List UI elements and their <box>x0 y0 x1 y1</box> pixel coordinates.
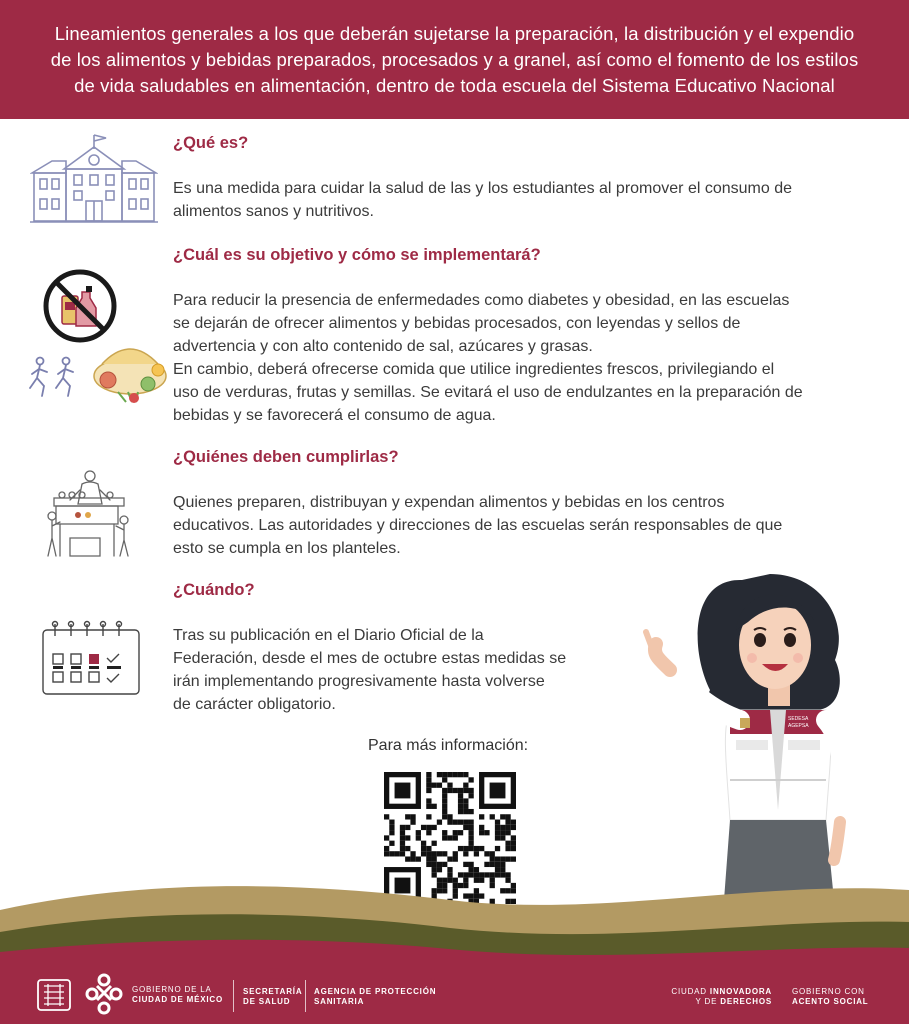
paragraph-line: se dejarán de ofrecer alimentos y bebidas procesados, con leyendas y sellos de <box>173 315 741 332</box>
footer-separator <box>305 980 306 1012</box>
vest-label-agepsa: AGEPSA <box>788 723 809 729</box>
vest-label-sedesa: SEDESA <box>788 716 809 722</box>
section-text-quienes <box>173 491 782 560</box>
footer-secretaria-salud <box>243 987 302 1007</box>
healthy-food-icon <box>88 336 168 406</box>
footer-gobierno-cdmx <box>132 985 223 1005</box>
paragraph-line: bebidas y se favorecerá el consumo de agua. <box>173 407 496 424</box>
section-title-objetivo: ¿Cuál es su objetivo y cómo se implementará? <box>173 246 541 264</box>
footer-gov-line2: CIUDAD DE MÉXICO <box>132 995 224 1004</box>
school-icon <box>30 133 158 225</box>
section-text-objetivo <box>173 289 803 427</box>
section-text-cuando <box>173 624 566 716</box>
no-junk-food-icon <box>42 268 118 344</box>
paragraph-line: educativos. Las autoridades y direcciones de las escuelas serán responsables de que <box>173 517 783 534</box>
paragraph-line: esto se cumpla en los planteles. <box>173 540 401 557</box>
footer-salud-line1: SECRETARÍA <box>243 987 303 996</box>
header-title-line-3: de vida saludables en alimentación, dentro de toda escuela del Sistema Educativo Nacional <box>74 74 835 96</box>
paragraph-line: Para reducir la presencia de enfermedades como diabetes y obesidad, en las escuelas <box>173 292 790 309</box>
section-title-quienes: ¿Quiénes deben cumplirlas? <box>173 448 399 466</box>
runners-icon <box>26 356 82 398</box>
footer-ciudad-a: CIUDAD <box>671 987 710 996</box>
footer-agencia <box>314 987 436 1007</box>
footer-gov-line1: GOBIERNO DE LA <box>132 985 212 994</box>
footer-agencia-line2: SANITARIA <box>314 997 365 1006</box>
header-title-line-2: de los alimentos y bebidas preparados, procesados y a granel, así como el fomento de los estilos <box>50 48 859 70</box>
paragraph-line: Quienes preparen, distribuyan y expendan alimentos y bebidas en los centros <box>173 494 725 511</box>
calendar-icon <box>41 620 141 696</box>
paragraph-line: Tras su publicación en el Diario Oficial de la <box>173 627 484 644</box>
footer-acento-social <box>792 987 868 1007</box>
food-service-icon <box>40 468 130 560</box>
paragraph-line: Federación, desde el mes de octubre estas medidas se <box>173 650 567 667</box>
paragraph-line: uso de verduras, frutas y semillas. Se evitará el uso de endulzantes en la preparación de <box>173 384 803 401</box>
footer-ciudad-d: DERECHOS <box>720 997 772 1006</box>
cdmx-logo-icon <box>84 972 124 1016</box>
paragraph-line: irán implementando progresivamente hasta volverse <box>173 673 545 690</box>
paragraph-line: advertencia y con alto contenido de sal, azúcares y grasas. <box>173 338 593 355</box>
section-text-que-es <box>173 177 792 223</box>
section-title-cuando: ¿Cuándo? <box>173 581 255 599</box>
decorative-waves <box>0 860 909 970</box>
section-title-que-es: ¿Qué es? <box>173 134 249 152</box>
more-info-label: Para más información: <box>368 737 529 754</box>
footer-salud-line2: DE SALUD <box>243 997 291 1006</box>
header-banner <box>0 0 909 119</box>
paragraph-line: En cambio, deberá ofrecerse comida que utilice ingredientes frescos, privilegiando el <box>173 361 775 378</box>
health-worker-illustration <box>630 560 870 900</box>
paragraph-line: alimentos sanos y nutritivos. <box>173 203 374 220</box>
paragraph-line: Es una medida para cuidar la salud de las y los estudiantes al promover el consumo de <box>173 180 793 197</box>
paragraph-line: de carácter obligatorio. <box>173 696 336 713</box>
footer-ciudad-c: Y DE <box>695 997 721 1006</box>
footer-acento-a: GOBIERNO CON <box>792 987 865 996</box>
footer-separator <box>233 980 234 1012</box>
header-title-line-1: Lineamientos generales a los que deberán sujetarse la preparación, la distribución y el expendio <box>54 22 855 44</box>
footer-agencia-line1: AGENCIA DE PROTECCIÓN <box>314 987 437 996</box>
footer-ciudad-b: INNOVADORA <box>709 987 772 996</box>
footer-ciudad-innovadora <box>656 987 772 1007</box>
footer-acento-b: ACENTO SOCIAL <box>792 997 869 1006</box>
cdmx-shield-icon <box>36 978 72 1012</box>
